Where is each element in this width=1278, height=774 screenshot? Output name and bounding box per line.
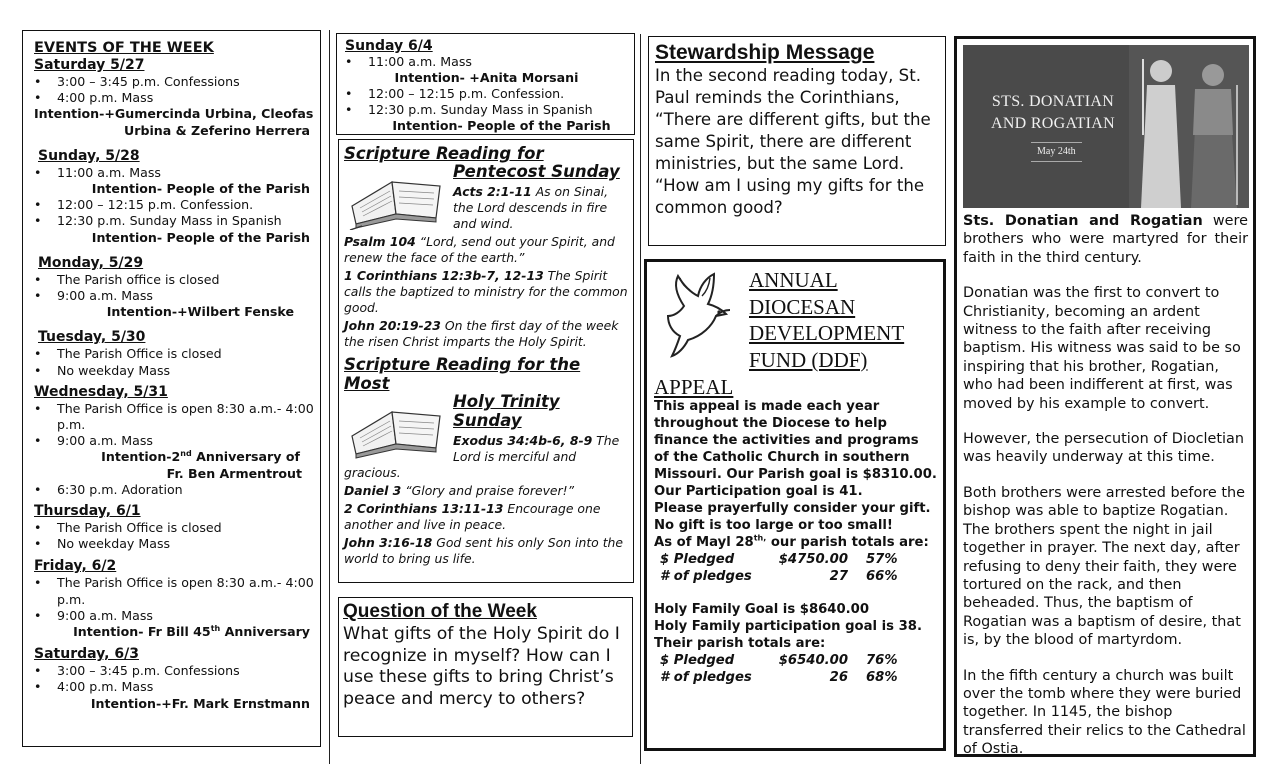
reading-john-3	[344, 535, 628, 567]
saints-figures-icon	[1129, 45, 1249, 208]
saints-feature	[954, 36, 1256, 757]
table-cell-pct: 76%	[866, 653, 898, 668]
event-item: • 3:00 – 3:45 p.m. Confessions	[34, 663, 316, 679]
table-cell-pct: 57%	[866, 552, 898, 567]
reading-daniel	[344, 483, 628, 499]
stewardship-message	[648, 36, 946, 246]
column-divider	[640, 34, 641, 764]
saints-image	[963, 45, 1249, 208]
reading-exodus-tail: gracious.	[344, 465, 401, 480]
trinity-subheading: Holy Trinity	[453, 392, 560, 411]
saints-names: Sts. Donatian and Rogatian	[963, 213, 1203, 229]
mass-intention: Intention- People of the Parish	[91, 229, 310, 245]
event-item: • 4:00 p.m. Mass	[34, 90, 316, 106]
reading-reference: Acts 2:1-11	[453, 184, 532, 199]
intention-text: Anniversary	[220, 624, 310, 640]
event-item: • 12:00 – 12:15 p.m. Confession.	[345, 86, 628, 102]
reading-reference: Psalm 104	[344, 234, 416, 249]
day-heading	[34, 148, 316, 165]
table-cell-value: $4750.00	[778, 552, 848, 567]
saints-intro-text: were brothers who were martyred for their faith in the third century.	[963, 213, 1248, 266]
intention-text: Anniversary of	[191, 449, 300, 465]
mass-intention: Intention- +Anita Morsani	[394, 70, 579, 85]
event-item: • 4:00 p.m. Mass	[34, 679, 316, 695]
mass-intention	[34, 449, 316, 465]
table-cell-label: # of pledges	[660, 670, 752, 685]
mass-intention: Urbina & Zeferino Herrera	[124, 122, 310, 138]
ddf-title	[749, 266, 904, 378]
question-heading: Question of the Week	[343, 601, 537, 622]
stewardship-text: In the second reading today, St. Paul reminds the Corinthians, “There are different gifts, but the same Spirit, there are different ministries, but the same Lord. “How am I using my gifts for the common good?	[655, 66, 931, 217]
open-bible-icon	[344, 394, 449, 460]
table-cell-label: # of pledges	[660, 569, 752, 584]
reading-summary: The Spirit calls the baptized to ministry for the common good.	[344, 268, 628, 315]
reading-summary: The Lord is merciful and	[453, 433, 620, 464]
reading-reference: Daniel 3	[344, 483, 402, 498]
ordinal-suffix: th,	[753, 533, 767, 543]
mass-intention: Intention- People of the Parish	[392, 118, 611, 133]
event-item: • 12:30 p.m. Sunday Mass in Spanish	[345, 102, 628, 118]
pentecost-subheading: Pentecost Sunday	[453, 162, 620, 181]
dove-icon	[654, 266, 749, 366]
asof-text: our parish totals are:	[766, 535, 929, 550]
ddf-appeal-label: APPEAL	[654, 375, 734, 399]
question-of-the-week	[338, 597, 633, 737]
table-cell-value: 26	[829, 670, 848, 685]
hf-participation: Holy Family participation goal is 38.	[654, 619, 922, 634]
table-cell-value: 27	[829, 569, 848, 584]
ordinal-suffix: th	[210, 623, 221, 633]
event-item: • 6:30 p.m. Adoration	[34, 482, 316, 498]
ddf-title-line: DEVELOPMENT	[749, 321, 905, 345]
hf-totals-table	[654, 652, 938, 686]
image-title: STS. DONATIAN AND ROGATIAN	[990, 93, 1116, 132]
day-heading	[34, 329, 316, 346]
hf-goal: Holy Family Goal is $8640.00	[654, 602, 870, 617]
question-text: What gifts of the Holy Spirit do I recognize in myself? How can I use these gifts to bring Christ’s peace and mercy to others?	[343, 624, 620, 709]
table-cell-pct: 66%	[866, 569, 898, 584]
mass-intention: Intention- People of the Parish	[91, 181, 310, 197]
reading-summary: God sent his only Son into the world to bring us life.	[344, 535, 624, 566]
reading-summary: “Lord, send out your Spirit, and renew the face of the earth.”	[344, 234, 615, 265]
events-title: EVENTS OF THE WEEK	[34, 40, 214, 56]
saints-intro	[963, 212, 1248, 267]
parish-totals-table	[654, 551, 938, 585]
event-item: • The Parish Office is closed	[34, 520, 316, 536]
mass-intention: Intention-+Gumercinda Urbina, Cleofas	[34, 106, 314, 122]
events-of-the-week	[22, 30, 321, 747]
ddf-participation: Our Participation goal is 41.	[654, 484, 863, 499]
day-heading-text: Sunday, 5/28	[38, 147, 140, 164]
event-item: • 9:00 a.m. Mass	[34, 433, 316, 449]
mass-intention	[34, 624, 316, 640]
pentecost-heading: Scripture Reading for	[344, 144, 544, 163]
reading-corinthians-2	[344, 501, 628, 533]
event-item: • No weekday Mass	[34, 363, 316, 379]
open-bible-icon	[344, 164, 449, 230]
reading-reference: 1 Corinthians 12:3b-7, 12-13	[344, 268, 544, 283]
ddf-title-line: FUND (DDF)	[749, 347, 868, 372]
event-item: • 9:00 a.m. Mass	[34, 288, 316, 304]
column-divider	[329, 30, 330, 764]
reading-reference: Exodus 34:4b-6, 8-9	[453, 433, 593, 448]
ordinal-suffix: nd	[180, 449, 192, 459]
day-heading: Wednesday, 5/31	[34, 383, 168, 400]
intention-text: Intention- Fr Bill 45	[73, 624, 211, 640]
reading-reference: John 20:19-23	[344, 318, 441, 333]
table-cell-label: $ Pledged	[660, 653, 735, 668]
day-heading: Sunday 6/4	[345, 38, 433, 54]
reading-exodus	[453, 433, 628, 465]
reading-summary: “Glory and praise forever!”	[401, 483, 575, 498]
event-item: • 11:00 a.m. Mass	[34, 165, 316, 181]
ddf-asof	[654, 534, 938, 551]
reading-acts	[453, 184, 628, 232]
reading-summary: Encourage one another and live in peace.	[344, 501, 601, 532]
intention-text: Intention-2	[101, 449, 181, 465]
reading-psalm	[344, 234, 628, 266]
day-heading-text: Tuesday, 5/30	[38, 329, 146, 346]
reading-john	[344, 318, 628, 350]
reading-reference: 2 Corinthians 13:11-13	[344, 501, 504, 516]
mass-intention: Fr. Ben Armentrout	[166, 465, 302, 481]
trinity-subheading: Sunday	[453, 411, 522, 430]
saints-paragraph: Donatian was the first to convert to Christianity, becoming an ardent witness to the faith after receiving baptism. His witness was said to be so inspiring that his brother, Rogatian, who had been indifferent at first, was moved by his example to convert.	[963, 285, 1241, 412]
table-cell-pct: 68%	[866, 670, 898, 685]
event-item: • 11:00 a.m. Mass	[345, 54, 628, 70]
image-date: May 24th	[1031, 142, 1082, 162]
day-heading	[34, 255, 316, 272]
table-cell-label: $ Pledged	[660, 552, 735, 567]
ddf-appeal	[644, 259, 946, 751]
reading-corinthians	[344, 268, 628, 316]
mass-intention: Intention-+Fr. Mark Ernstmann	[90, 695, 310, 711]
event-item: • The Parish Office is open 8:30 a.m.- 4:00 p.m.	[34, 401, 316, 433]
saints-paragraph: However, the persecution of Diocletian was heavily underway at this time.	[963, 431, 1244, 466]
event-item: • 9:00 a.m. Mass	[34, 608, 316, 624]
saints-paragraph: Both brothers were arrested before the bishop was able to baptize Rogatian. The brothers spent the night in jail together in prayer. The next day, after refusing to deny their faith, they were tortured on the rack, and then beheaded. Thus, the baptism of Rogatian was a baptism of desire, that is, by the blood of martyrdom.	[963, 484, 1245, 649]
reading-summary: As on Sinai, the Lord descends in fire and wind.	[453, 184, 609, 231]
day-heading: Saturday, 6/3	[34, 646, 139, 663]
day-heading: Saturday 5/27	[34, 57, 145, 73]
stewardship-heading: Stewardship Message	[655, 41, 875, 64]
event-item: • 12:30 p.m. Sunday Mass in Spanish	[34, 213, 316, 229]
event-item: • The Parish Office is open 8:30 a.m.- 4:00 p.m.	[34, 575, 316, 607]
day-heading: Thursday, 6/1	[34, 503, 141, 520]
trinity-heading: Scripture Reading for the Most	[344, 355, 581, 393]
reading-summary: On the first day of the week the risen Christ imparts the Holy Spirit.	[344, 318, 619, 349]
reading-reference: John 3:16-18	[344, 535, 433, 550]
sunday-6-4-schedule	[336, 33, 635, 135]
event-item: • No weekday Mass	[34, 536, 316, 552]
mass-intention: Intention-+Wilbert Fenske	[106, 304, 294, 320]
hf-totals: Their parish totals are:	[654, 636, 826, 651]
ddf-title-line: DIOCESAN	[749, 294, 856, 319]
day-heading-text: Monday, 5/29	[38, 254, 144, 271]
ddf-title-line: ANNUAL	[749, 268, 838, 292]
ddf-consider: Please prayerfully consider your gift. No gift is too large or too small!	[654, 501, 931, 533]
asof-text: As of Mayl 28	[654, 535, 754, 550]
day-heading: Friday, 6/2	[34, 558, 117, 575]
event-item: • 3:00 – 3:45 p.m. Confessions	[34, 74, 316, 90]
table-cell-value: $6540.00	[778, 653, 848, 668]
event-item: • The Parish Office is closed	[34, 346, 316, 362]
event-item: • 12:00 – 12:15 p.m. Confession.	[34, 197, 316, 213]
scripture-readings	[338, 139, 634, 583]
saints-paragraph: In the fifth century a church was built over the tomb where they were buried together. In 1145, the bishop transferred their relics to the Cathedral of Ostia.	[963, 667, 1246, 758]
event-item: • The Parish office is closed	[34, 272, 316, 288]
ddf-body: This appeal is made each year throughout the Diocese to help finance the activities and programs of the Catholic Church in southern Missouri. Our Parish goal is $8310.00.	[654, 399, 937, 482]
